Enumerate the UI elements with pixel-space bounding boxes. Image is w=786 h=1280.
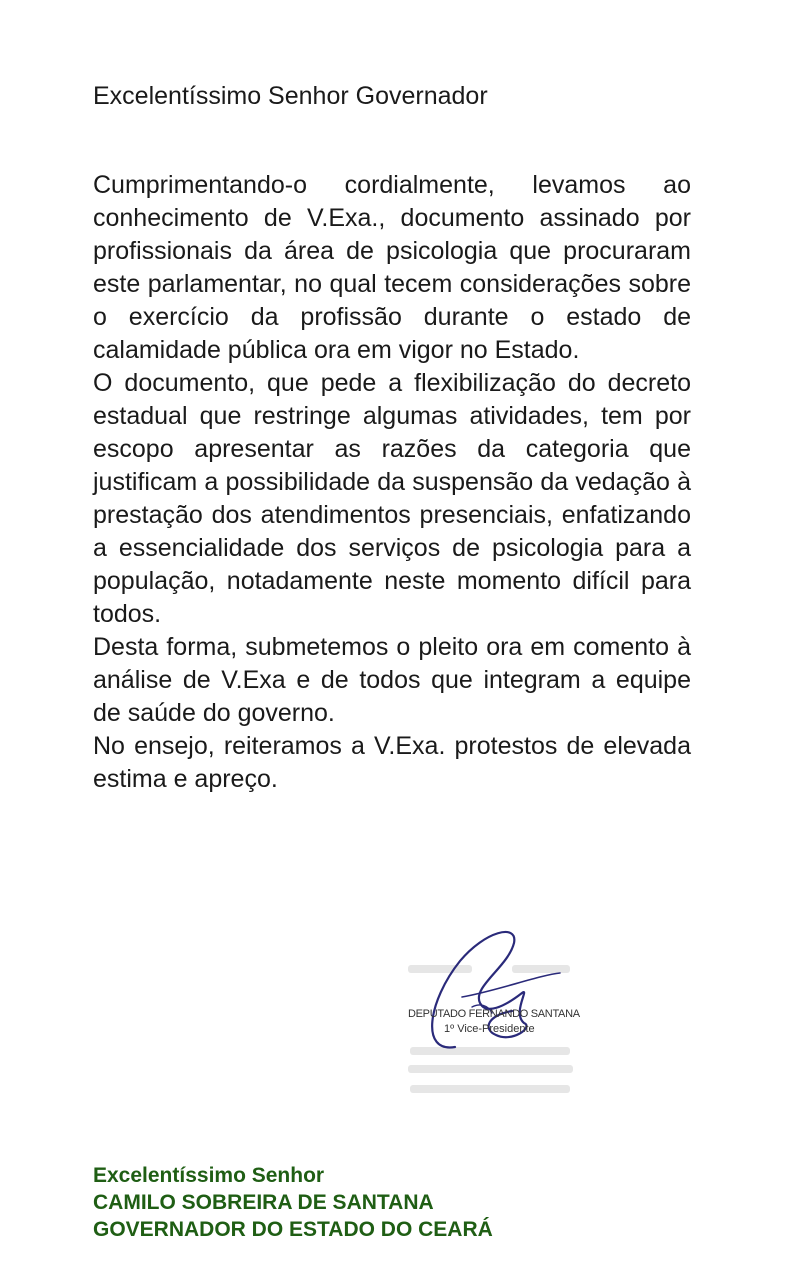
- paragraph-greeting: Cumprimentando-o cordialmente, levamos ao conhecimento de V.Exa., documento assinado por profissionais da área de psicologia que procuraram este parlamentar, no qual tecem considerações sobre o exercício da profissão durante o estado de calamidade pública ora em vigor no Estado.: [93, 171, 691, 364]
- signature-name: DEPUTADO FERNANDO SANTANA: [408, 1008, 580, 1020]
- letter-body: [93, 169, 691, 796]
- addressee-salutation: Excelentíssimo Senhor: [93, 1164, 325, 1187]
- addressee-block: [93, 1162, 493, 1243]
- paragraph-closing: No ensejo, reiteramos a V.Exa. protestos de elevada estima e apreço.: [93, 732, 691, 793]
- salutation: Excelentíssimo Senhor Governador: [93, 82, 488, 110]
- paragraph-submission: Desta forma, submetemos o pleito ora em comento à análise de V.Exa e de todos que integram a equipe de saúde do governo.: [93, 633, 691, 727]
- signature-block: [400, 915, 590, 1105]
- addressee-title: GOVERNADOR DO ESTADO DO CEARÁ: [93, 1218, 493, 1241]
- paragraph-document-request: O documento, que pede a flexibilização do decreto estadual que restringe algumas atividades, tem por escopo apresentar as razões da categoria que justificam a possibilidade da suspensão da vedação à prestação dos atendimentos presenciais, enfatizando a essencialidade dos serviços de psicologia para a população, notadamente neste momento difícil para todos.: [93, 369, 691, 628]
- signature-role: 1º Vice-Presidente: [444, 1023, 535, 1035]
- addressee-name: CAMILO SOBREIRA DE SANTANA: [93, 1191, 434, 1214]
